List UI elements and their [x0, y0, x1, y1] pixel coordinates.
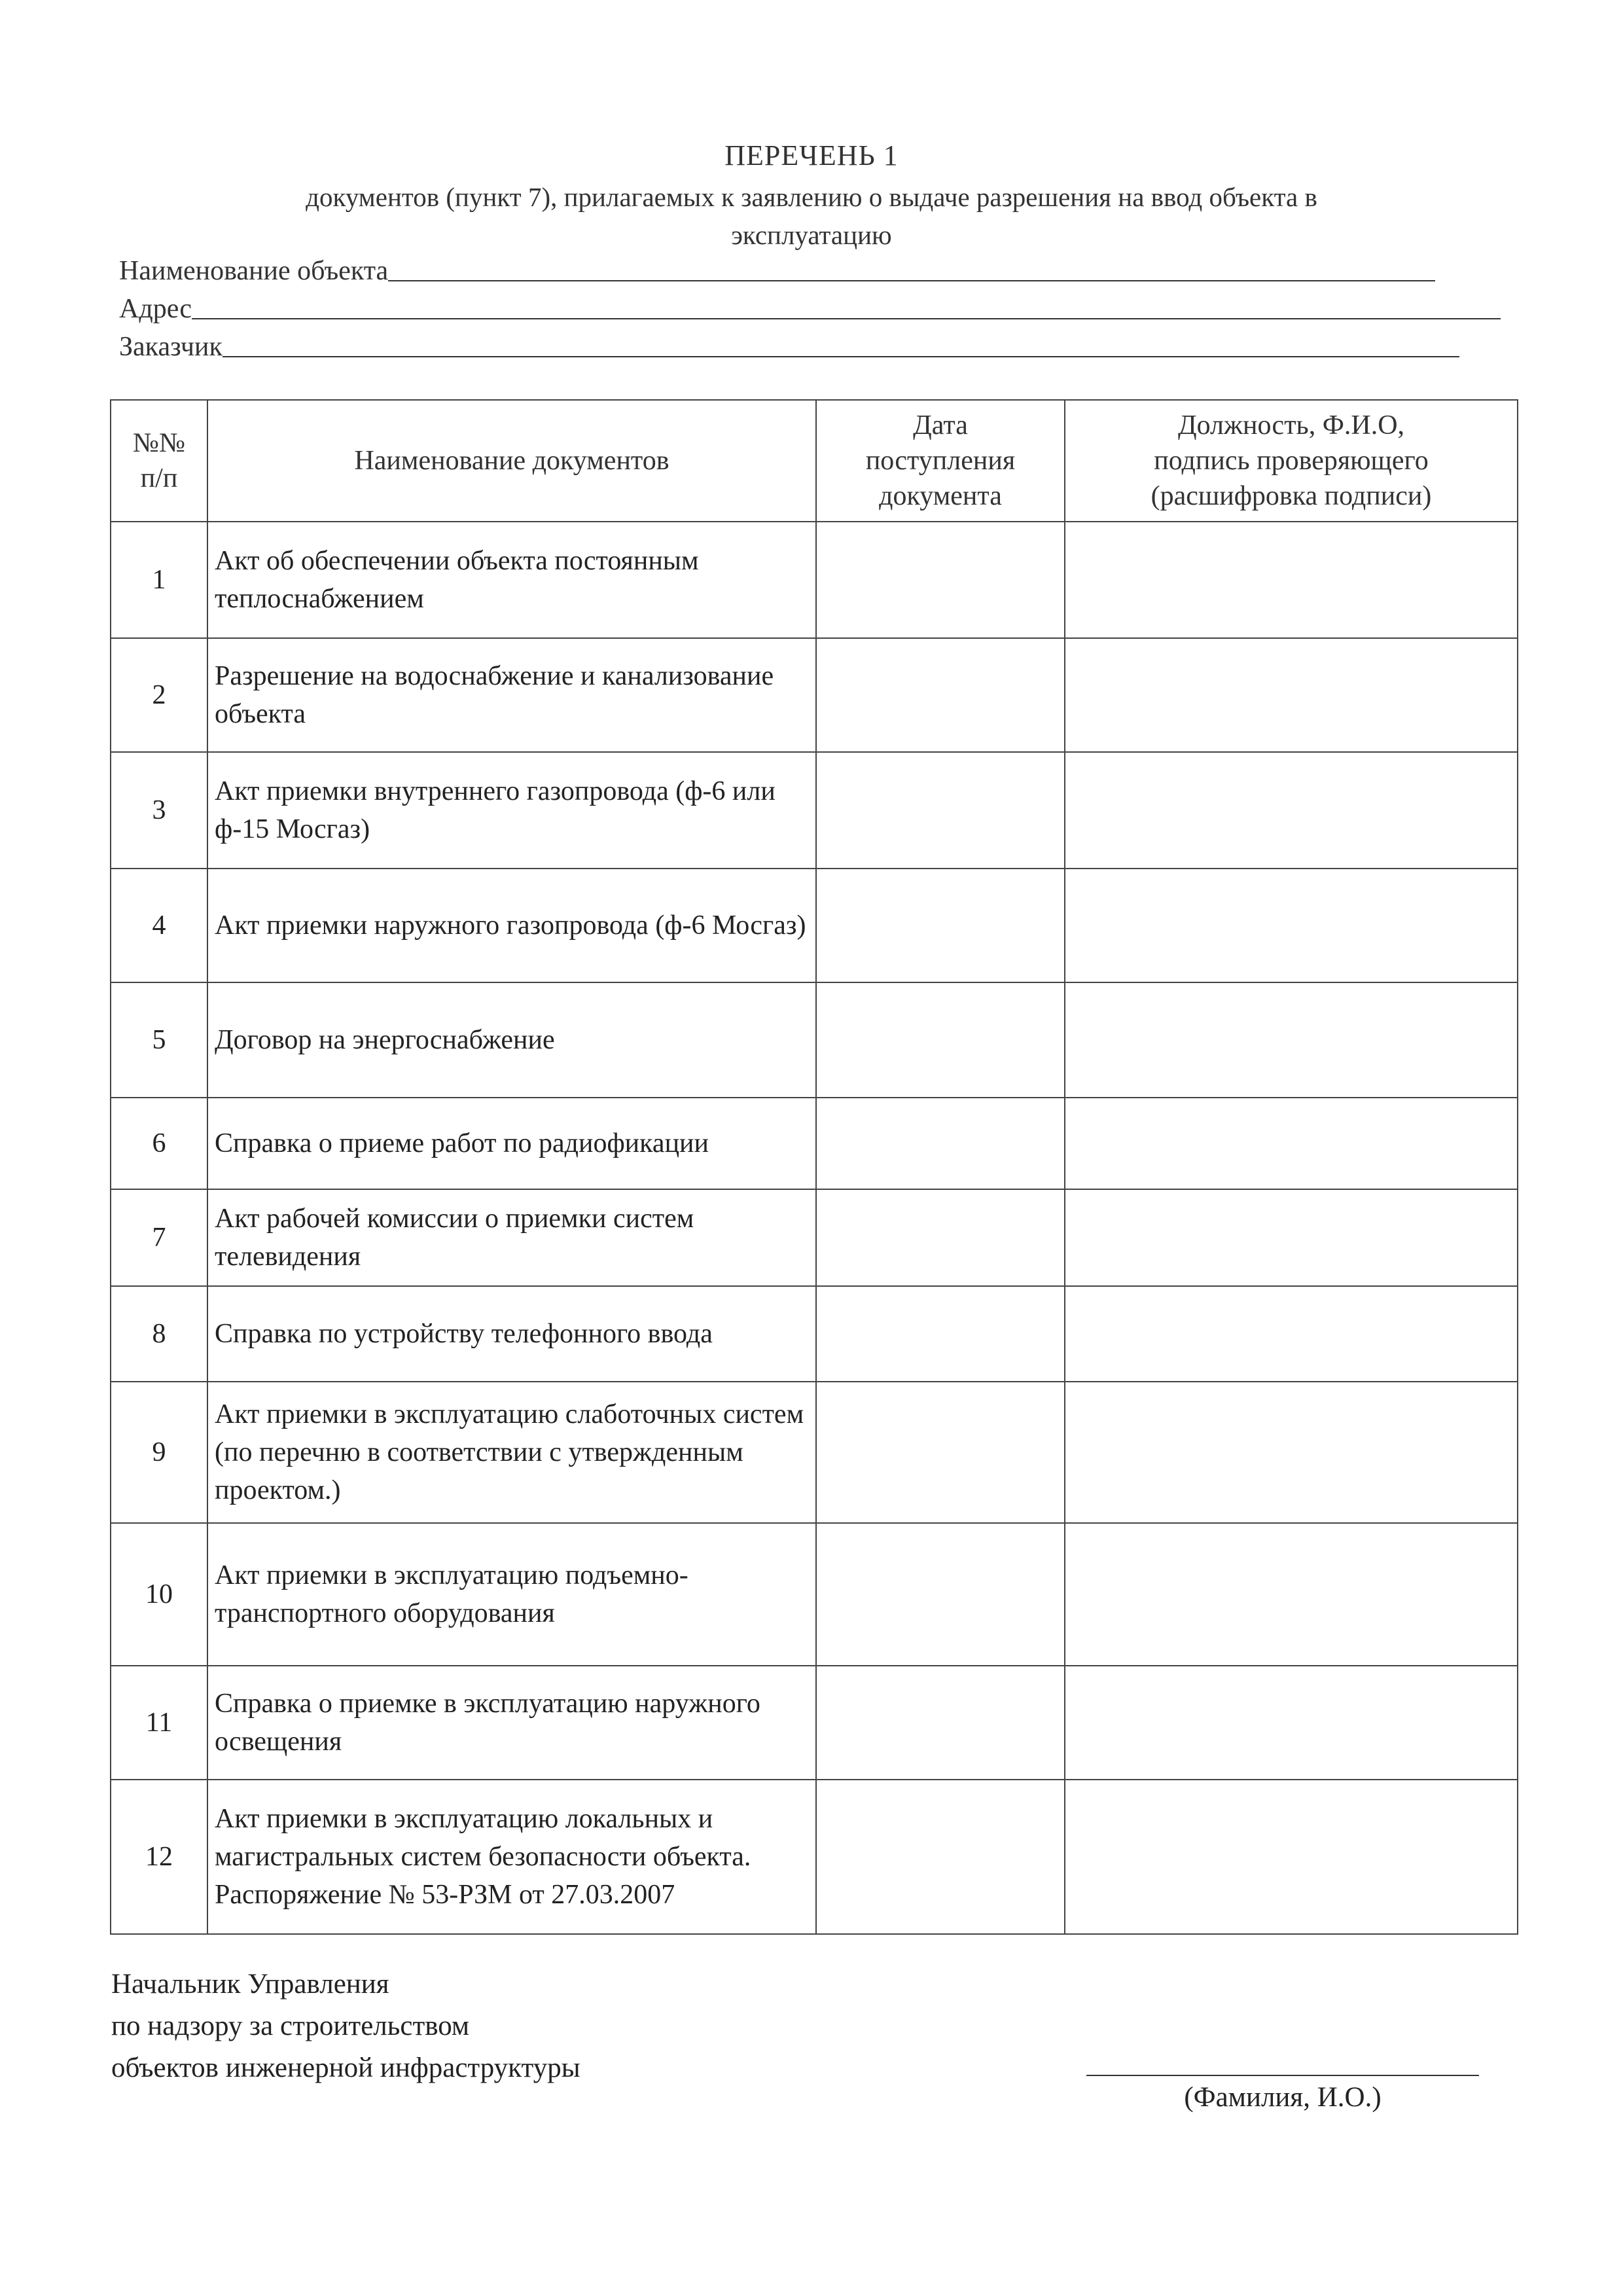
- row-signature-cell[interactable]: [1065, 1189, 1518, 1286]
- table-row: [111, 982, 1518, 1098]
- object-name-label: Наименование объекта: [119, 256, 389, 286]
- row-date-cell[interactable]: [816, 752, 1065, 869]
- row-date-cell[interactable]: [816, 1098, 1065, 1189]
- customer-field[interactable]: [119, 330, 1459, 363]
- subtitle-line-2: эксплуатацию: [731, 220, 892, 250]
- header-num-line-1: №№: [132, 428, 186, 458]
- signer-block: [111, 1964, 580, 2089]
- header-date: [816, 400, 1065, 522]
- row-num: 9: [111, 1382, 207, 1523]
- header-name-label: Наименование документов: [354, 446, 669, 476]
- row-num: 3: [111, 752, 207, 869]
- header-position: [1065, 400, 1518, 522]
- table-row: [111, 1286, 1518, 1382]
- row-date-cell[interactable]: [816, 1666, 1065, 1780]
- row-signature-cell[interactable]: [1065, 752, 1518, 869]
- row-num: 11: [111, 1666, 207, 1780]
- header-num-line-2: п/п: [140, 463, 178, 493]
- row-signature-cell[interactable]: [1065, 1523, 1518, 1666]
- object-name-field[interactable]: [119, 254, 1435, 287]
- row-signature-cell[interactable]: [1065, 982, 1518, 1098]
- table-row: [111, 1382, 1518, 1523]
- table-row: [111, 638, 1518, 752]
- header-date-line-1: Дата: [913, 410, 968, 440]
- row-date-cell[interactable]: [816, 1780, 1065, 1934]
- row-document-name: Акт приемки внутреннего газопровода (ф-6 или ф-15 Мосгаз): [207, 752, 816, 869]
- row-document-name: Справка о приемке в эксплуатацию наружного освещения: [207, 1666, 816, 1780]
- header-date-line-2: поступления: [865, 446, 1016, 476]
- row-signature-cell[interactable]: [1065, 1098, 1518, 1189]
- row-signature-cell[interactable]: [1065, 1382, 1518, 1523]
- row-signature-cell[interactable]: [1065, 1286, 1518, 1382]
- signature-line[interactable]: [1086, 2075, 1479, 2076]
- row-date-cell[interactable]: [816, 1523, 1065, 1666]
- row-signature-cell[interactable]: [1065, 638, 1518, 752]
- header-position-line-3: (расшифровка подписи): [1150, 481, 1432, 511]
- address-label: Адрес: [119, 294, 192, 324]
- row-signature-cell[interactable]: [1065, 522, 1518, 638]
- row-date-cell[interactable]: [816, 522, 1065, 638]
- table-row: [111, 752, 1518, 869]
- row-document-name: Акт приемки в эксплуатацию подъемно-транспортного оборудования: [207, 1523, 816, 1666]
- object-name-line[interactable]: [388, 254, 1435, 281]
- table-row: [111, 1666, 1518, 1780]
- row-document-name: Разрешение на водоснабжение и канализование объекта: [207, 638, 816, 752]
- row-document-name: Акт рабочей комиссии о приемки систем телевидения: [207, 1189, 816, 1286]
- page-title: ПЕРЕЧЕНЬ 1: [724, 139, 899, 171]
- row-date-cell[interactable]: [816, 982, 1065, 1098]
- row-date-cell[interactable]: [816, 1382, 1065, 1523]
- header-position-line-1: Должность, Ф.И.О,: [1177, 410, 1405, 440]
- row-document-name: Акт приемки в эксплуатацию локальных и магистральных систем безопасности объекта. Распоряжение № 53-РЗМ от 27.03.2007: [207, 1780, 816, 1934]
- customer-line[interactable]: [223, 330, 1459, 357]
- row-document-name: Акт приемки в эксплуатацию слаботочных систем (по перечню в соответствии с утвержденным проектом.): [207, 1382, 816, 1523]
- page-subtitle: [164, 178, 1459, 254]
- header-position-line-2: подпись проверяющего: [1154, 446, 1429, 476]
- row-date-cell[interactable]: [816, 869, 1065, 982]
- row-date-cell[interactable]: [816, 638, 1065, 752]
- row-document-name: Справка по устройству телефонного ввода: [207, 1286, 816, 1382]
- row-num: 12: [111, 1780, 207, 1934]
- subtitle-line-1: документов (пункт 7), прилагаемых к заявлению о выдаче разрешения на ввод объекта в: [306, 182, 1317, 212]
- table-header-row: [111, 400, 1518, 522]
- row-num: 8: [111, 1286, 207, 1382]
- row-num: 4: [111, 869, 207, 982]
- row-date-cell[interactable]: [816, 1286, 1065, 1382]
- row-document-name: Акт об обеспечении объекта постоянным теплоснабжением: [207, 522, 816, 638]
- row-num: 2: [111, 638, 207, 752]
- row-document-name: Справка о приеме работ по радиофикации: [207, 1098, 816, 1189]
- documents-table: [110, 399, 1518, 1935]
- customer-label: Заказчик: [119, 332, 223, 362]
- table-row: [111, 522, 1518, 638]
- signer-line-2: по надзору за строительством: [111, 2011, 470, 2041]
- row-num: 5: [111, 982, 207, 1098]
- address-field[interactable]: [119, 292, 1501, 325]
- address-line[interactable]: [192, 292, 1501, 319]
- row-signature-cell[interactable]: [1065, 869, 1518, 982]
- table-row: [111, 1098, 1518, 1189]
- signer-line-1: Начальник Управления: [111, 1969, 389, 2000]
- row-document-name: Акт приемки наружного газопровода (ф-6 Мосгаз): [207, 869, 816, 982]
- row-signature-cell[interactable]: [1065, 1666, 1518, 1780]
- header-name: [207, 400, 816, 522]
- header-date-line-3: документа: [879, 481, 1002, 511]
- row-signature-cell[interactable]: [1065, 1780, 1518, 1934]
- table-row: [111, 1780, 1518, 1934]
- row-num: 6: [111, 1098, 207, 1189]
- row-num: 10: [111, 1523, 207, 1666]
- header-num: [111, 400, 207, 522]
- table-row: [111, 869, 1518, 982]
- table-row: [111, 1523, 1518, 1666]
- row-date-cell[interactable]: [816, 1189, 1065, 1286]
- signature-caption: (Фамилия, И.О.): [1184, 2082, 1382, 2113]
- row-num: 1: [111, 522, 207, 638]
- row-document-name: Договор на энергоснабжение: [207, 982, 816, 1098]
- signer-line-3: объектов инженерной инфраструктуры: [111, 2053, 580, 2083]
- row-num: 7: [111, 1189, 207, 1286]
- table-row: [111, 1189, 1518, 1286]
